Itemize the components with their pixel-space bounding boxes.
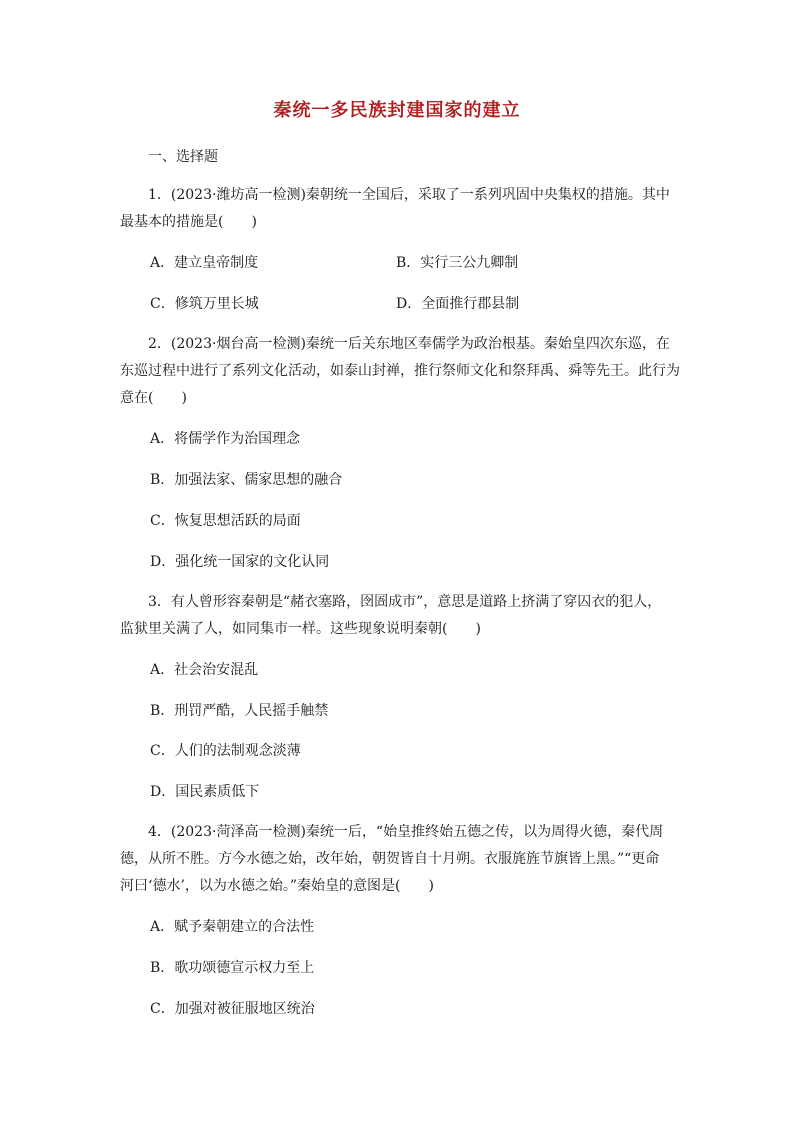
question-4-option-c: C．加强对被征服地区统治 xyxy=(150,1001,315,1017)
question-1-line-2: 最基本的措施是( ) xyxy=(120,214,257,230)
question-1-option-c: C．修筑万里长城 xyxy=(150,296,259,312)
question-2-option-d: D．强化统一国家的文化认同 xyxy=(150,554,330,570)
page-title: 秦统一多民族封建国家的建立 xyxy=(273,100,521,121)
question-2-option-a: A．将儒学作为治国理念 xyxy=(150,431,301,447)
question-3-option-d: D．国民素质低下 xyxy=(150,784,260,800)
question-3-option-a: A．社会治安混乱 xyxy=(150,662,259,678)
section-heading: 一、选择题 xyxy=(148,149,218,165)
question-2-line-2: 东巡过程中进行了系列文化活动，如泰山封禅，推行祭师文化和祭拜禹、舜等先王。此行为 xyxy=(120,363,680,379)
question-3-option-b: B．刑罚严酷，人民摇手触禁 xyxy=(150,703,329,719)
question-3-option-c: C．人们的法制观念淡薄 xyxy=(150,743,301,759)
question-1-option-a: A．建立皇帝制度 xyxy=(150,255,259,271)
question-4-line-3: 河曰‘德水’，以为水德之始。”秦始皇的意图是( ) xyxy=(120,878,434,894)
question-2-line-3: 意在( ) xyxy=(120,390,187,406)
question-4-line-2: 德，从所不胜。方今水德之始，改年始，朝贺皆自十月朔。衣服旄旌节旗皆上黑。”“更命 xyxy=(120,851,660,867)
question-4-option-a: A．赋予秦朝建立的合法性 xyxy=(150,919,315,935)
question-1-line-1: 1．(2023·潍坊高一检测)秦朝统一全国后，采取了一系列巩固中央集权的措施。其中 xyxy=(148,187,670,203)
question-4-option-b: B．歌功颂德宣示权力至上 xyxy=(150,960,315,976)
question-2-option-b: B．加强法家、儒家思想的融合 xyxy=(150,472,343,488)
question-2-option-c: C．恢复思想活跃的局面 xyxy=(150,513,301,529)
question-4-line-1: 4．(2023·菏泽高一检测)秦统一后，“始皇推终始五德之传，以为周得火德，秦代周 xyxy=(148,824,664,840)
question-3-line-1: 3．有人曾形容秦朝是“赭衣塞路，囹圄成市”，意思是道路上挤满了穿囚衣的犯人， xyxy=(148,594,662,610)
question-1-option-b: B．实行三公九卿制 xyxy=(396,255,519,271)
question-2-line-1: 2．(2023·烟台高一检测)秦统一后关东地区奉儒学为政治根基。秦始皇四次东巡，在 xyxy=(148,336,670,352)
question-1-option-d: D．全面推行郡县制 xyxy=(396,296,520,312)
question-3-line-2: 监狱里关满了人，如同集市一样。这些现象说明秦朝( ) xyxy=(120,621,481,637)
